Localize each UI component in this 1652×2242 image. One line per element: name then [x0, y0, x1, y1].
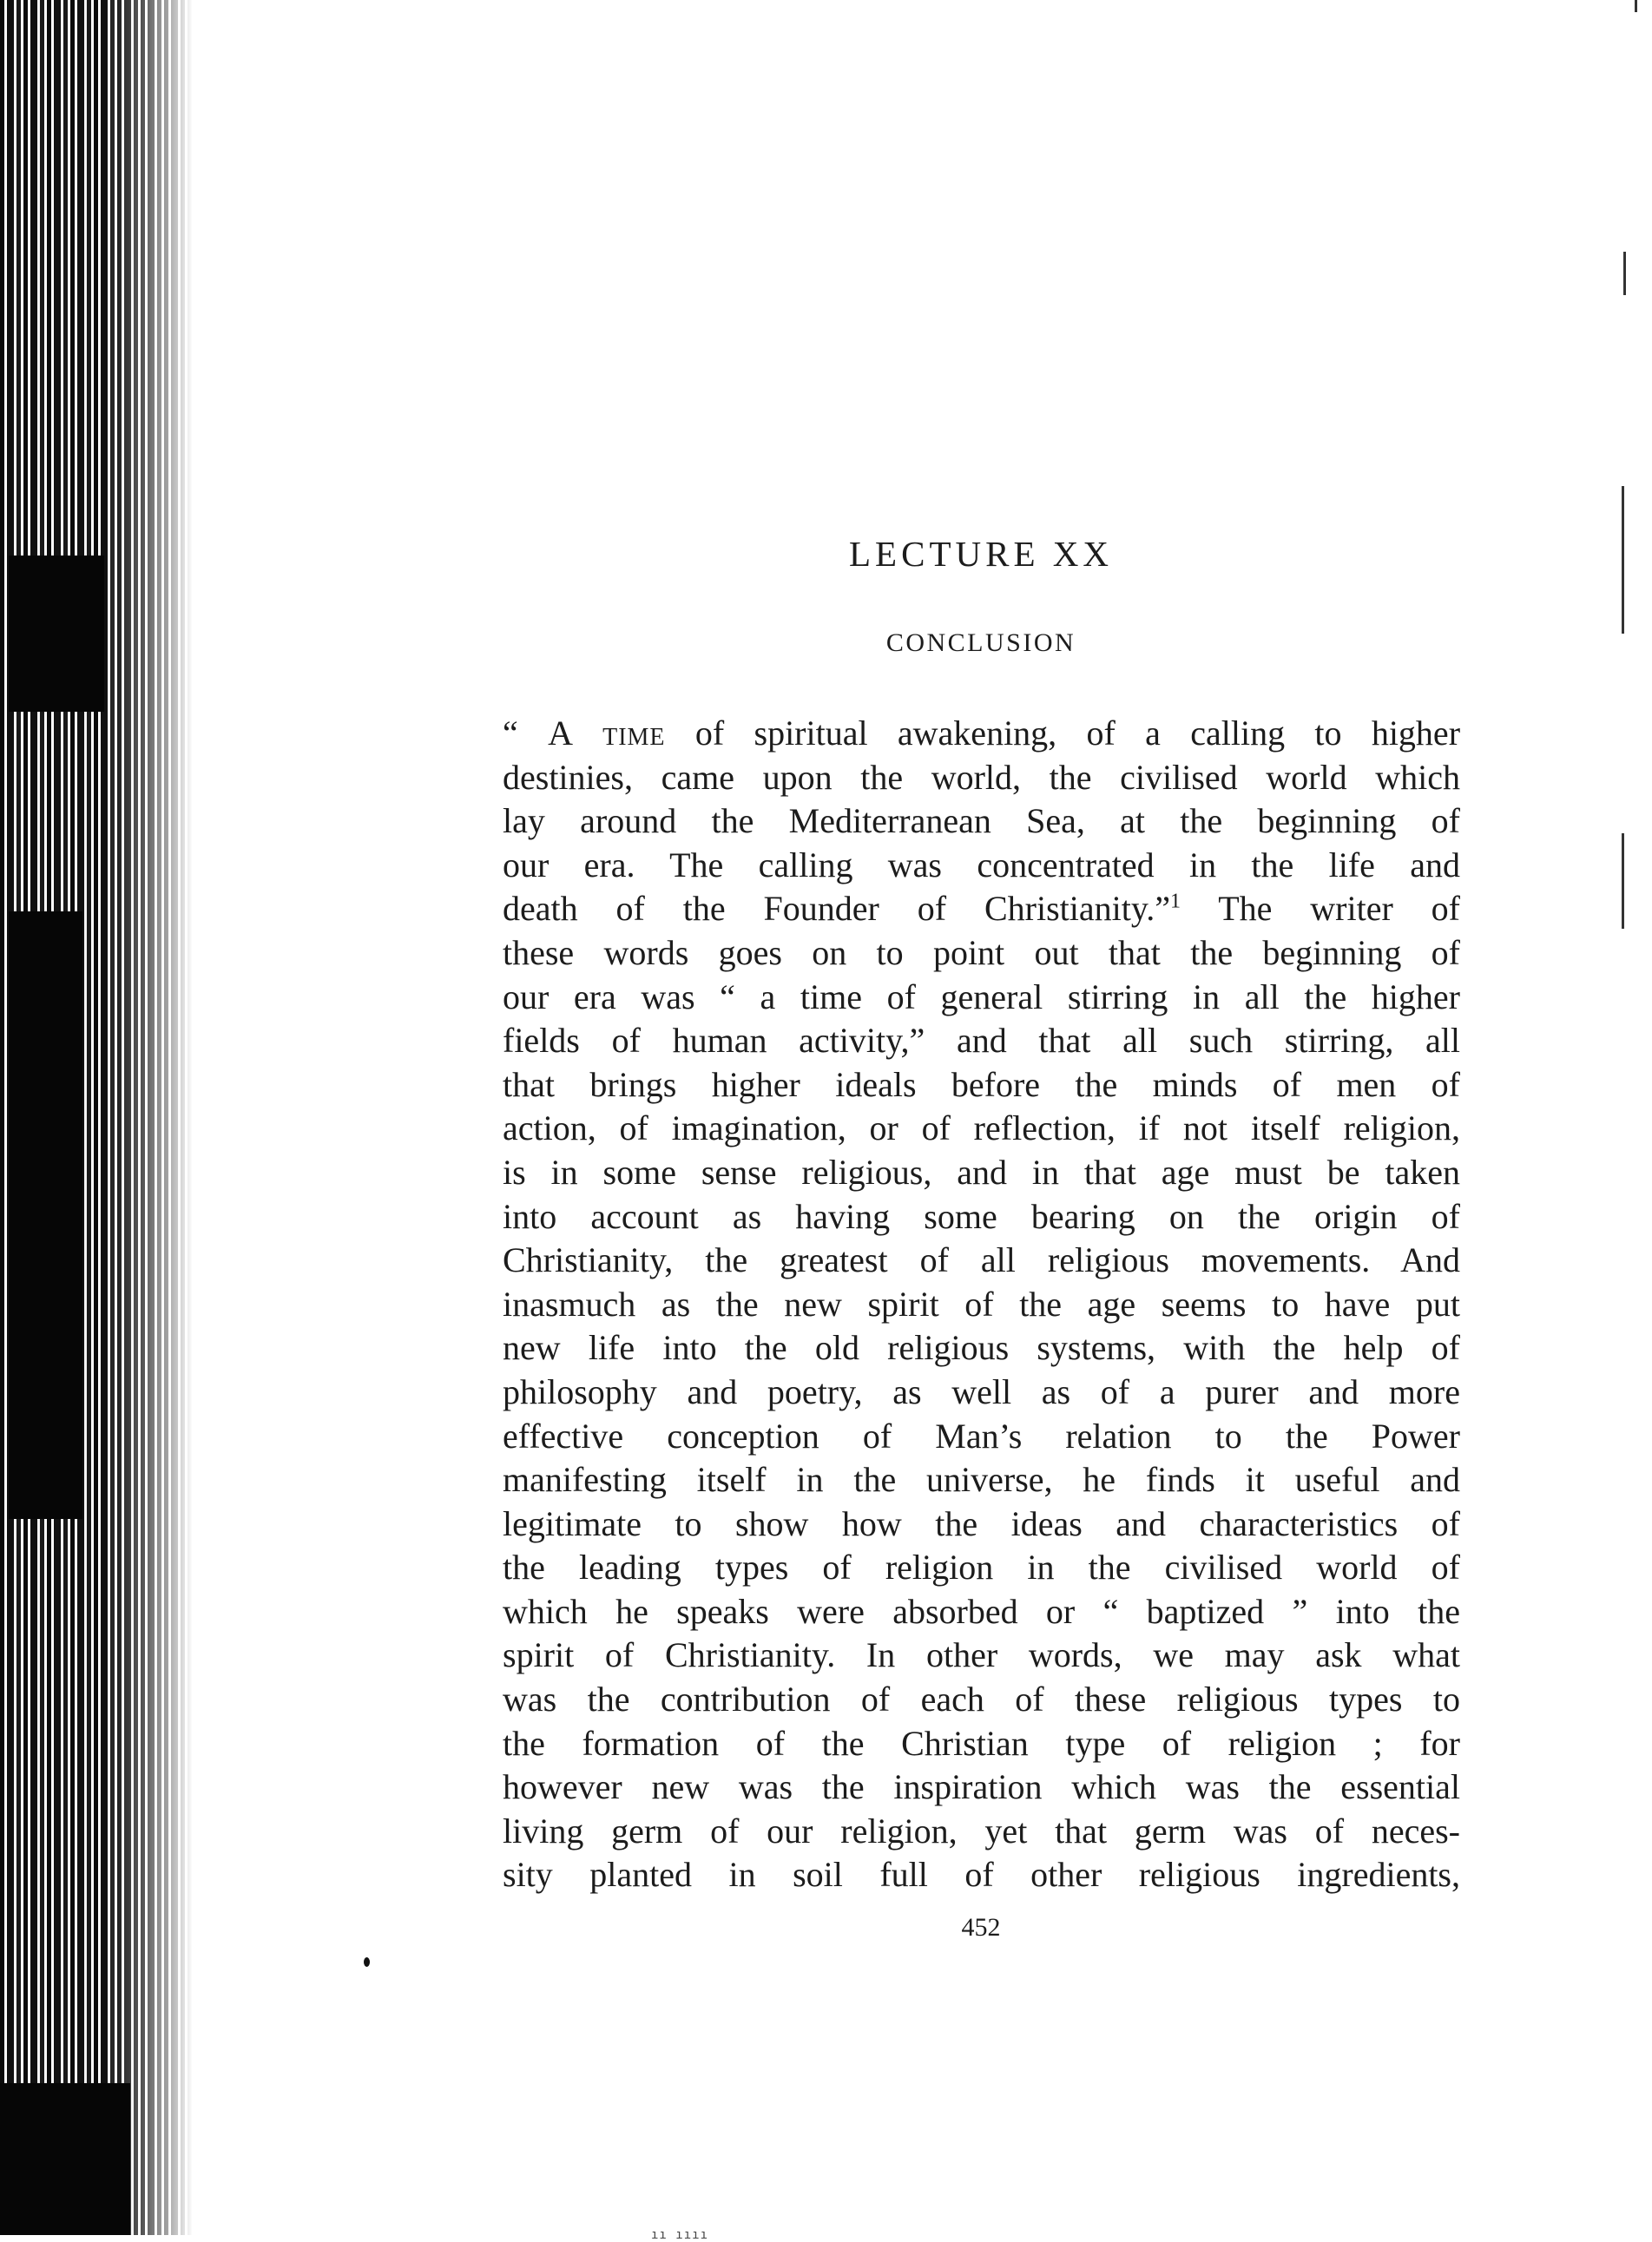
text-line: philosophy and poetry, as well as of a purer and more	[503, 1371, 1460, 1411]
lecture-title: LECTURE XX	[849, 534, 1113, 574]
text-line-before-footnote: death of the Founder of Christianity.”	[503, 889, 1170, 929]
text-line: fields of human activity,” and that all such stirring, all	[503, 1021, 1460, 1061]
text-line: Christianity, the greatest of all religious movements. And	[503, 1240, 1460, 1280]
text-line: our era was “ a time of general stirring in all the higher	[503, 976, 1460, 1016]
text-line	[503, 887, 1460, 931]
text-line: sity planted in soil full of other religious ingredients,	[503, 1855, 1460, 1895]
page-number: 452	[961, 1913, 1001, 1942]
ink-speck	[364, 1957, 370, 1967]
text-line: our era. The calling was concentrated in the life and	[503, 845, 1460, 884]
scanned-page-edge-shadow	[9, 556, 104, 712]
text-line: which he speaks were absorbed or “ baptized ” into the	[503, 1591, 1460, 1631]
scan-margin-mark	[1622, 486, 1624, 634]
scan-margin-mark	[1622, 833, 1624, 929]
text-line: manifesting itself in the universe, he finds it useful and	[503, 1460, 1460, 1500]
scan-corner-mark	[1635, 0, 1637, 12]
footnote-reference[interactable]: 1	[1170, 891, 1181, 914]
text-line: however new was the inspiration which was the essential	[503, 1767, 1460, 1807]
text-line: destinies, came upon the world, the civilised world which	[503, 757, 1460, 797]
lead-in-smallcaps: A time	[548, 713, 666, 753]
text-line: is in some sense religious, and in that age must be taken	[503, 1152, 1460, 1192]
text-line: was the contribution of each of these religious types to	[503, 1680, 1460, 1719]
text-line-rest: of spiritual awakening, of a calling to higher	[694, 713, 1461, 753]
text-line: lay around the Mediterranean Sea, at the beginning of	[503, 801, 1460, 841]
body-paragraph	[503, 712, 1460, 1897]
section-heading: CONCLUSION	[885, 628, 1076, 657]
text-line: spirit of Christianity. In other words, we may ask what	[503, 1635, 1460, 1675]
scan-margin-mark	[1623, 252, 1626, 295]
text-line: into account as having some bearing on the origin of	[503, 1196, 1460, 1236]
text-line-after-footnote: The writer of	[1218, 889, 1461, 929]
text-line: these words goes on to point out that the beginning of	[503, 932, 1460, 972]
text-line	[503, 712, 1460, 756]
opening-quote: “	[503, 713, 518, 753]
text-line: legitimate to show how the ideas and characteristics of	[503, 1503, 1460, 1543]
text-line: living germ of our religion, yet that germ was of neces-	[503, 1811, 1460, 1851]
text-line: action, of imagination, or of reflection, if not itself religion,	[503, 1108, 1460, 1148]
scanned-page-edge-shadow	[0, 2083, 130, 2235]
scanned-page-edge-shadow	[9, 911, 82, 1519]
text-line: the formation of the Christian type of religion ; for	[503, 1723, 1460, 1763]
text-line: effective conception of Man’s relation to the Power	[503, 1416, 1460, 1456]
text-line: new life into the old religious systems, with the help of	[503, 1328, 1460, 1368]
text-line: inasmuch as the new spirit of the age seems to have put	[503, 1284, 1460, 1324]
scan-bottom-artifact: ıı ıııı	[651, 2228, 709, 2242]
text-line: the leading types of religion in the civilised world of	[503, 1548, 1460, 1588]
text-line: that brings higher ideals before the minds of men of	[503, 1064, 1460, 1104]
